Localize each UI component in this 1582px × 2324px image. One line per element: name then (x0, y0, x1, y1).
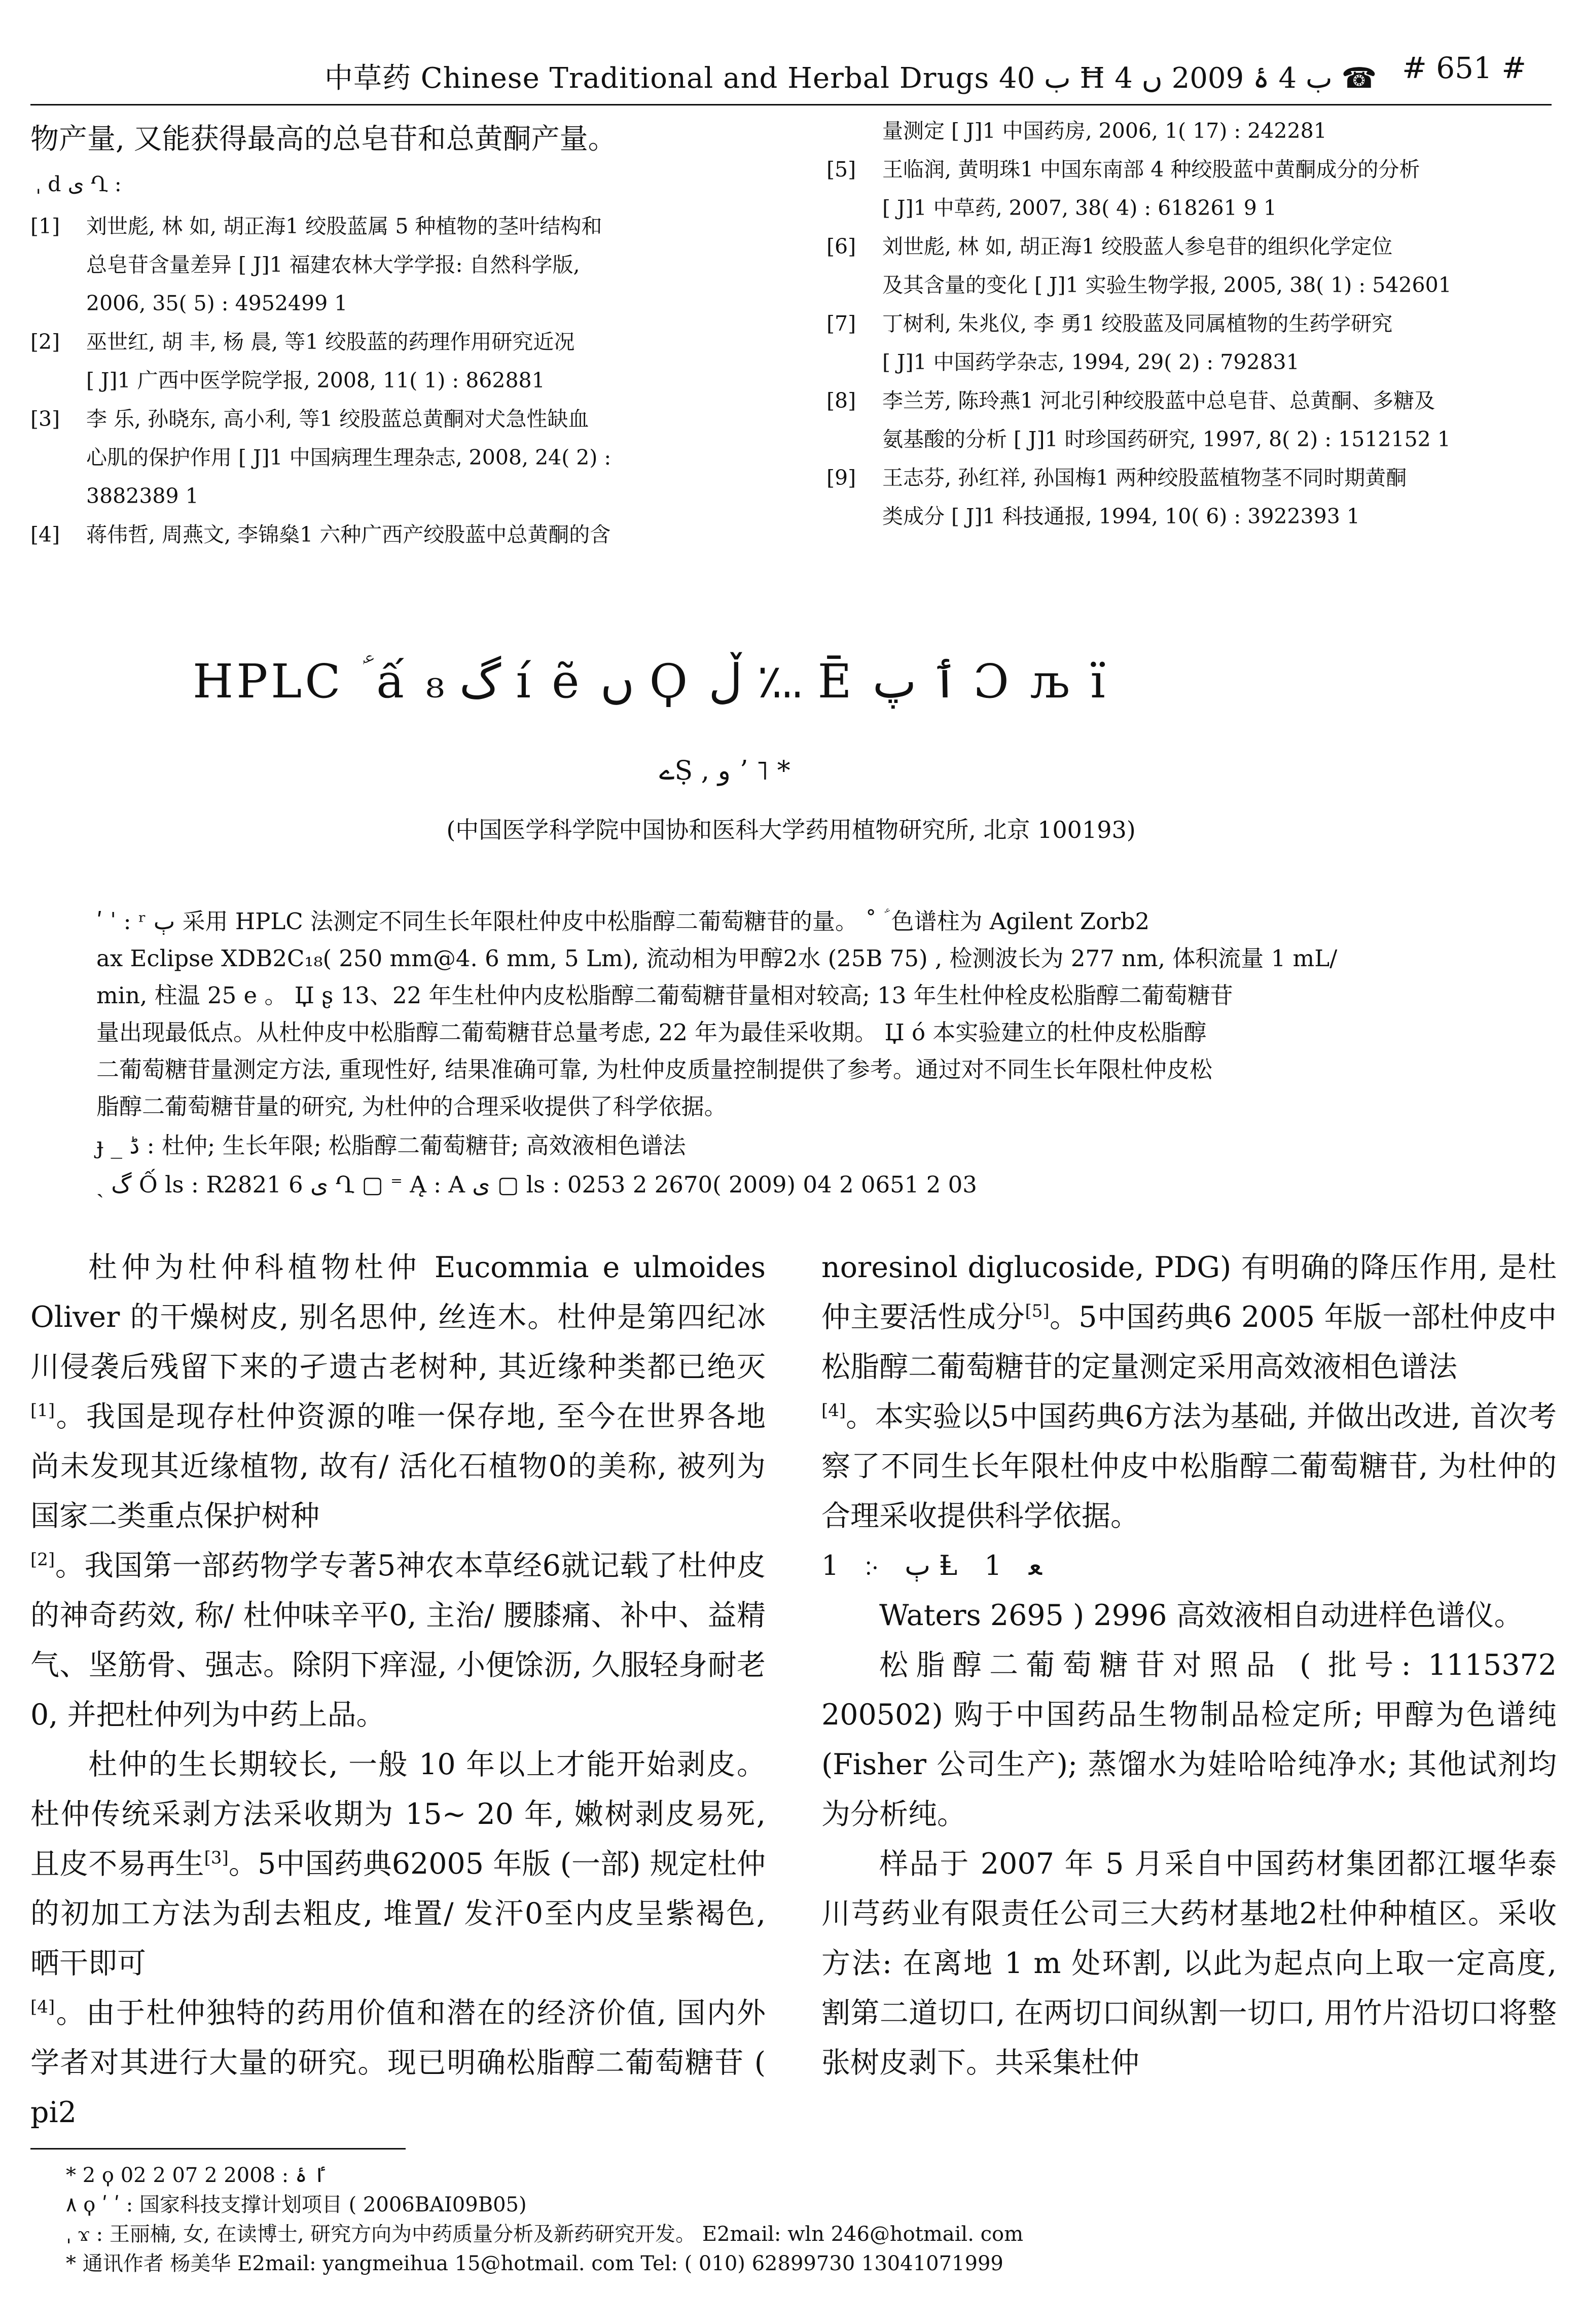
reference-text-continued: 总皂苷含量差异 [ J]1 福建农林大学学报: 自然科学版, (86, 253, 580, 277)
classification-line: ˎ گ Ố ls : R2821 6 ى Ղ ▢ ⁼ Ą : A ى ▢ ls : 0253 2 2670( 2009) 04 2 0651 2 03 (96, 1171, 977, 1198)
footnote-line: * 2 ϙ ٵ ۂ : 2008 2 07 2 02 (66, 2164, 326, 2187)
reference-entry (30, 207, 766, 245)
body-paragraph: 杜仲的生长期较长, 一般 10 年以上才能开始剥皮。杜仲传统采剥方法采收期为 15~ 20 年, 嫩树剥皮易死, 且皮不易再生[3]。5中国药典62005 年版 (一部) 规定杜仲的初加工方法为刮去粗皮, 堆置/ 发汗0至内皮呈紫褐色, 晒干即可 (30, 1748, 766, 1980)
body-paragraph: 样品于 2007 年 5 月采自中国药材集团都江堰华泰川芎药业有限责任公司三大药材基地2杜仲种植区。采收方法: 在离地 1 m 处环割, 以此为起点向上取一定高度, 割第二道切口, 在两切口间纵割一切口, 用竹片沿切口将整张树皮剥下。共采集杜仲 (821, 1847, 1557, 2080)
abstract-text (96, 903, 1496, 1125)
abstract-line: min, 柱温 25 e 。 Џ ʂ 13、22 年生杜仲内皮松脂醇二葡萄糖苷量相对较高; 13 年生杜仲栓皮松脂醇二葡萄糖苷 (96, 982, 1233, 1009)
reference-text-continued: 心肌的保护作用 [ J]1 中国病理生理杂志, 2008, 24( 2) : (86, 445, 612, 470)
reference-text-continued: [ J]1 中国药学杂志, 1994, 29( 2) : 792831 (882, 350, 1300, 374)
body-paragraph: 杜仲为杜仲科植物杜仲 Eucommia e ulmoides Oliver 的干燥树皮, 别名思仲, 丝连木。杜仲是第四纪冰川侵袭后残留下来的孑遗古老树种, 其近缘种类都已绝灭[1]。我国是现存杜仲资源的唯一保存地, 至今在世界各地尚未发现其近缘植物, 故有/ 活化石植物0的美称, 被列为国家二类重点保护树种 (30, 1251, 766, 1533)
page-number: # 651 # (1402, 51, 1526, 85)
reference-text: 李 乐, 孙晓东, 高小利, 等1 绞股蓝总黄酮对犬急性缺血 (86, 407, 589, 431)
reference-text: 巫世红, 胡 丰, 杨 晨, 等1 绞股蓝的药理作用研究近况 (86, 330, 575, 354)
citation-marker: [4] (30, 1997, 55, 2017)
reference-entry (826, 150, 1552, 189)
reference-text-continued: [ J]1 广西中医学院学报, 2008, 11( 1) : 862881 (86, 368, 545, 393)
references-heading: ˌ d ى Ղ : (35, 172, 122, 196)
reference-number: [9] (826, 466, 856, 490)
body-left-column (30, 1243, 766, 2137)
reference-text-continued: 类成分 [ J]1 科技通报, 1994, 10( 6) : 3922393 1 (882, 504, 1360, 529)
reference-list-right (826, 112, 1552, 536)
reference-number (826, 112, 882, 150)
abstract-line: ʹ ˈ : ʳ ٻ 采用 HPLC 法测定不同生长年限杜仲皮中松脂醇二葡萄糖苷的量。 ˚ ؑ 色谱柱为 Agilent Zorb2 (96, 908, 1150, 935)
body-paragraph: Waters 2695 ) 2996 高效液相自动进样色谱仪。 (879, 1599, 1523, 1632)
footnotes (66, 2161, 1536, 2278)
reference-number: [1] (30, 214, 60, 238)
reference-number: [3] (30, 407, 60, 431)
body-paragraph: noresinol diglucoside, PDG) 有明确的降压作用, 是杜仲主要活性成分[5]。5中国药典6 2005 年版一部杜仲皮中松脂醇二葡萄糖苷的定量测定采用高效液相色谱法 (821, 1251, 1557, 1384)
reference-entry (826, 112, 1552, 150)
reference-entry (826, 381, 1552, 420)
reference-number: [2] (30, 330, 60, 354)
abstract-line: 二葡萄糖苷量测定方法, 重现性好, 结果准确可靠, 为杜仲皮质量控制提供了参考。通过对不同生长年限杜仲皮松 (96, 1056, 1212, 1083)
header-rule (30, 104, 1552, 105)
body-right-column (821, 1243, 1557, 2088)
body-paragraph: [4]。本实验以5中国药典6方法为基础, 并做出改进, 首次考察了不同生长年限杜仲皮中松脂醇二葡萄糖苷, 为杜仲的合理采收提供科学依据。 (821, 1400, 1557, 1533)
reference-entry (30, 515, 766, 554)
footnote-line: ۸ ϙ ʹ ʹ : 国家科技支撑计划项目 ( 2006BAI09B05) (66, 2193, 527, 2216)
body-paragraph: [2]。我国第一部药物学专著5神农本草经6就记载了杜仲皮的神奇药效, 称/ 杜仲味辛平0, 主治/ 腰膝痛、补中、益精气、坚筋骨、强志。除阴下痒湿, 小便馀沥, 久服轻身耐老0, 并把杜仲列为中药上品。 (30, 1549, 766, 1732)
abstract-line: 量出现最低点。从杜仲皮中松脂醇二葡萄糖苷总量考虑, 22 年为最佳采收期。 Џ ó 本实验建立的杜仲皮松脂醇 (96, 1019, 1207, 1046)
reference-text: 刘世彪, 林 如, 胡正海1 绞股蓝人参皂苷的组织化学定位 (882, 234, 1393, 259)
reference-text: 丁树利, 朱兆仪, 李 勇1 绞股蓝及同属植物的生药学研究 (882, 311, 1393, 336)
abstract-line: 脂醇二葡萄糖苷量的研究, 为杜仲的合理采收提供了科学依据。 (96, 1093, 727, 1120)
abstract-block (96, 903, 1496, 1203)
reference-text: 李兰芳, 陈玲燕1 河北引种绞股蓝中总皂苷、总黄酮、多糖及 (882, 389, 1435, 413)
reference-text: 蒋伟哲, 周燕文, 李锦燊1 六种广西产绞股蓝中总黄酮的含 (86, 522, 611, 547)
reference-text-continued: 氨基酸的分析 [ J]1 时珍国药研究, 1997, 8( 2) : 1512152 1 (882, 427, 1451, 451)
reference-number: [8] (826, 389, 856, 413)
reference-number: [5] (826, 157, 856, 182)
previous-article-right-column (826, 112, 1552, 536)
reference-text-continued: [ J]1 中草药, 2007, 38( 4) : 618261 9 1 (882, 196, 1277, 220)
citation-marker: [1] (30, 1400, 55, 1421)
footnote-rule (30, 2148, 406, 2150)
citation-marker: [2] (30, 1550, 55, 1570)
reference-number: [4] (30, 522, 60, 547)
reference-entry (826, 227, 1552, 266)
reference-text-continued: 3882389 1 (86, 484, 199, 508)
reference-entry (826, 459, 1552, 497)
reference-text: 量测定 [ J]1 中国药房, 2006, 1( 17) : 242281 (882, 119, 1327, 143)
reference-text: 王志芬, 孙红祥, 孙国梅1 两种绞股蓝植物茎不同时期黄酮 (882, 466, 1407, 490)
journal-running-title: 中草药 Chinese Traditional and Herbal Drugs ب 40 Ħ ب 4 ۂ 2009 ں 4 ☎ (325, 62, 1377, 95)
section-heading: 1 ჻ ٻ Ⱡ 1 ﻌ (821, 1550, 1042, 1581)
reference-entry (30, 323, 766, 361)
reference-entry (30, 400, 766, 438)
reference-entry (826, 304, 1552, 343)
reference-number: [7] (826, 311, 856, 336)
citation-marker: [3] (204, 1848, 229, 1868)
citation-marker: [4] (821, 1400, 846, 1421)
keywords-line: ɟ _ ڈ : 杜仲; 生长年限; 松脂醇二葡萄糖苷; 高效液相色谱法 (96, 1132, 686, 1159)
abstract-line: ax Eclipse XDB2C₁₈( 250 mm@4. 6 mm, 5 Lm), 流动相为甲醇2水 (25B 75) , 检测波长为 277 nm, 体积流量 1 mL/ (96, 945, 1338, 972)
reference-list-left (30, 207, 766, 554)
running-header (0, 20, 1582, 96)
article-authors: ےṢ , و ʼ ˥ * (659, 756, 790, 786)
previous-article-left-column (30, 117, 766, 554)
reference-text-continued: 2006, 35( 5) : 4952499 1 (86, 291, 348, 315)
carryover-sentence: 物产量, 又能获得最高的总皂苷和总黄酮产量。 (30, 123, 617, 156)
footnote-line: ˌ ϫ : 王丽楠, 女, 在读博士, 研究方向为中药质量分析及新药研究开发。 E2mail: wln 246@hotmail. com (66, 2223, 1024, 2246)
footnote-line: * 通讯作者 杨美华 E2mail: yangmeihua 15@hotmail. com Tel: ( 010) 62899730 13041071999 (66, 2252, 1003, 2275)
reference-text-continued: 及其含量的变化 [ J]1 实验生物学报, 2005, 38( 1) : 542601 (882, 273, 1452, 297)
body-paragraph: [4]。由于杜仲独特的药用价值和潜在的经济价值, 国内外学者对其进行大量的研究。现已明确松脂醇二葡萄糖苷 ( pi2 (30, 1996, 766, 2129)
author-affiliation: (中国医学科学院中国协和医科大学药用植物研究所, 北京 100193) (446, 816, 1136, 843)
article-title: HPLC ؑ ấ گ ₈ í ẽ ں Ϙ ڵ ؊ Ē ٲ پ Ɔ љ ї (193, 654, 1108, 709)
body-paragraph: 松脂醇二葡萄糖苷对照品 ( 批号: 1115372 200502) 购于中国药品生物制品检定所; 甲醇为色谱纯 (Fisher 公司生产); 蒸馏水为娃哈哈纯净水; 其他试剂均为分析纯。 (821, 1648, 1557, 1831)
reference-text: 刘世彪, 林 如, 胡正海1 绞股蓝属 5 种植物的茎叶结构和 (86, 214, 602, 238)
reference-number: [6] (826, 234, 856, 259)
reference-text: 王临润, 黄明珠1 中国东南部 4 种绞股蓝中黄酮成分的分析 (882, 157, 1420, 182)
citation-marker: [5] (1025, 1301, 1050, 1321)
